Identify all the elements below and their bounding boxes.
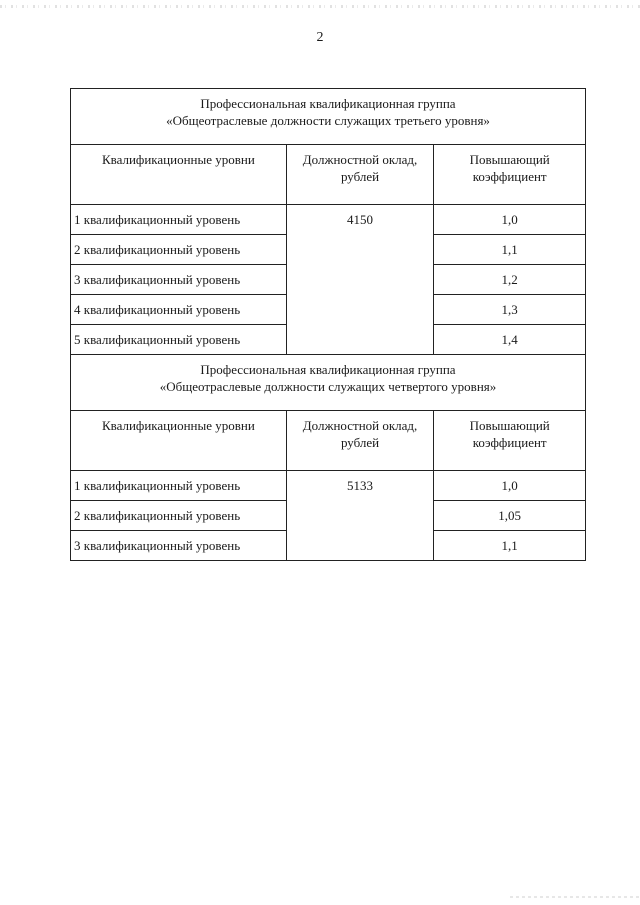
group-title-line1: Профессиональная квалификационная группа <box>200 362 456 377</box>
column-header-salary <box>286 145 434 205</box>
scan-artifact-top <box>0 5 640 8</box>
column-header-levels-text: Квалификационные уровни <box>101 152 255 167</box>
column-header-salary-line2: рублей <box>340 435 380 450</box>
column-header-row <box>71 411 586 471</box>
coef-cell: 1,3 <box>434 295 586 325</box>
column-header-coef-line2: коэффициент <box>472 435 547 450</box>
coef-cell: 1,0 <box>434 205 586 235</box>
column-header-row <box>71 145 586 205</box>
level-cell: 1 квалификационный уровень <box>71 471 287 501</box>
group-title-row <box>71 89 586 145</box>
column-header-coef <box>434 411 586 471</box>
level-cell: 1 квалификационный уровень <box>71 205 287 235</box>
column-header-salary-line1: Должностной оклад, <box>302 418 418 433</box>
coef-cell: 1,4 <box>434 325 586 355</box>
group-title <box>71 355 586 411</box>
table-row <box>71 471 586 501</box>
column-header-levels <box>71 145 287 205</box>
column-header-coef-line2: коэффициент <box>472 169 547 184</box>
column-header-coef-line1: Повышающий <box>469 152 550 167</box>
coef-cell: 1,2 <box>434 265 586 295</box>
group-title-line2: «Общеотраслевые должности служащих четвертого уровня» <box>159 379 497 394</box>
coef-cell: 1,1 <box>434 531 586 561</box>
scan-artifact-bottom <box>510 896 640 898</box>
column-header-coef-line1: Повышающий <box>469 418 550 433</box>
level-cell: 3 квалификационный уровень <box>71 531 287 561</box>
coef-cell: 1,0 <box>434 471 586 501</box>
level-cell: 3 квалификационный уровень <box>71 265 287 295</box>
salary-cell: 4150 <box>286 205 434 355</box>
salary-cell: 5133 <box>286 471 434 561</box>
column-header-salary-line1: Должностной оклад, <box>302 152 418 167</box>
column-header-coef <box>434 145 586 205</box>
level-cell: 2 квалификационный уровень <box>71 501 287 531</box>
group-title <box>71 89 586 145</box>
coef-cell: 1,05 <box>434 501 586 531</box>
level-cell: 2 квалификационный уровень <box>71 235 287 265</box>
column-header-levels-text: Квалификационные уровни <box>101 418 255 433</box>
table-row <box>71 205 586 235</box>
column-header-salary-line2: рублей <box>340 169 380 184</box>
group-title-line1: Профессиональная квалификационная группа <box>200 96 456 111</box>
group-title-line2: «Общеотраслевые должности служащих третьего уровня» <box>166 113 490 128</box>
coef-cell: 1,1 <box>434 235 586 265</box>
column-header-salary <box>286 411 434 471</box>
salary-table <box>70 88 586 561</box>
group-title-row <box>71 355 586 411</box>
level-cell: 4 квалификационный уровень <box>71 295 287 325</box>
page-number: 2 <box>316 30 324 45</box>
column-header-levels <box>71 411 287 471</box>
level-cell: 5 квалификационный уровень <box>71 325 287 355</box>
